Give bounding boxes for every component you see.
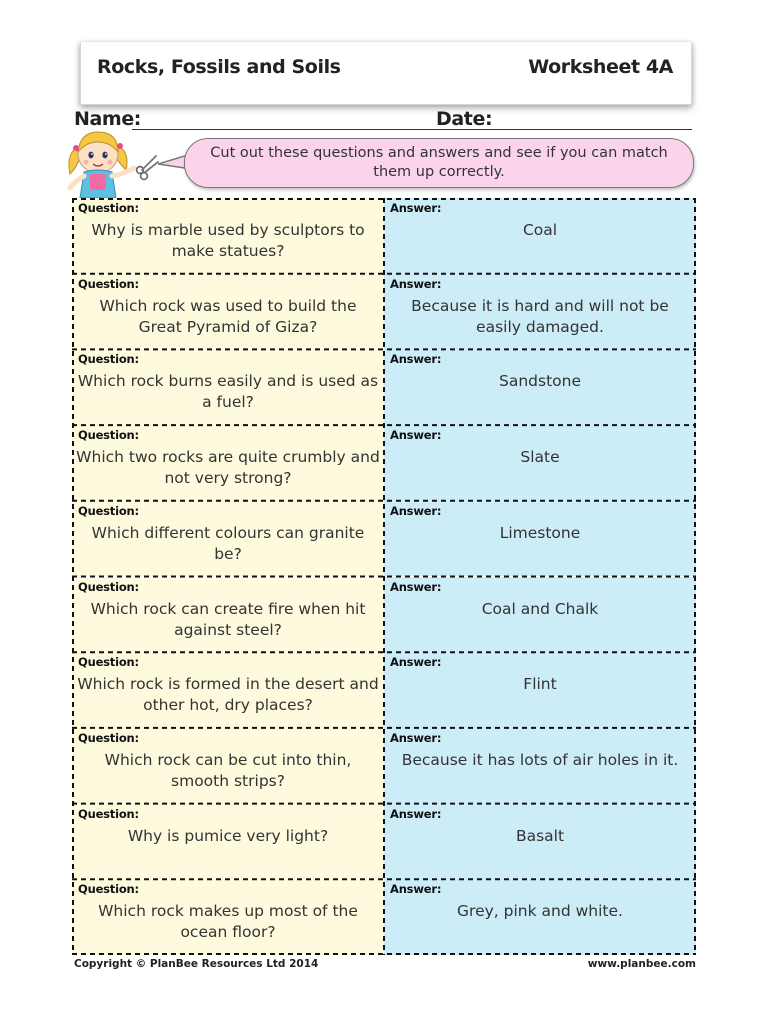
question-label: Question: — [78, 806, 139, 821]
answer-card[interactable] — [384, 728, 696, 804]
answer-label: Answer: — [390, 201, 442, 215]
table-row — [72, 652, 696, 728]
answer-text: Limestone — [499, 523, 581, 542]
table-row — [72, 879, 696, 955]
name-label: Name: — [74, 108, 142, 130]
question-answer-grid — [72, 198, 696, 955]
answer-text: Flint — [523, 675, 557, 694]
worksheet-header — [80, 42, 692, 105]
name-date-row — [74, 108, 692, 132]
answer-card[interactable] — [384, 804, 696, 880]
question-label: Question: — [78, 579, 139, 594]
table-row — [72, 501, 696, 577]
question-label: Question: — [78, 352, 139, 367]
table-row — [72, 198, 696, 274]
answer-card[interactable] — [384, 198, 696, 274]
table-row — [72, 349, 696, 425]
question-card[interactable] — [72, 728, 384, 804]
answer-card[interactable] — [384, 652, 696, 728]
table-row — [72, 274, 696, 350]
question-label: Question: — [78, 882, 139, 897]
table-row — [72, 425, 696, 501]
answer-text: Basalt — [515, 826, 565, 845]
question-card[interactable] — [72, 349, 384, 425]
answer-label: Answer: — [390, 806, 442, 821]
question-text: Which rock can create fire when hit against steel? — [90, 599, 366, 639]
question-label: Question: — [78, 428, 139, 443]
table-row — [72, 577, 696, 653]
answer-card[interactable] — [384, 501, 696, 577]
question-text: Which rock makes up most of the ocean floor? — [98, 902, 358, 942]
answer-text: Grey, pink and white. — [457, 902, 623, 921]
answer-label: Answer: — [390, 579, 442, 594]
question-text: Why is marble used by sculptors to make statues? — [91, 221, 365, 260]
instruction-text: Cut out these questions and answers and see if you can match them up correctly. — [210, 145, 668, 180]
answer-card[interactable] — [384, 879, 696, 955]
website-link[interactable]: www.planbee.com — [587, 958, 696, 970]
answer-text: Because it is hard and will not be easily damaged. — [411, 296, 669, 336]
answer-text: Slate — [520, 448, 560, 467]
answer-label: Answer: — [390, 655, 442, 670]
worksheet-title: Rocks, Fossils and Soils — [97, 56, 341, 78]
question-card[interactable] — [72, 577, 384, 653]
answer-text: Because it has lots of air holes in it. — [401, 750, 679, 769]
question-text: Which rock can be cut into thin, smooth strips? — [104, 750, 352, 790]
question-label: Question: — [78, 276, 139, 291]
answer-label: Answer: — [390, 882, 442, 897]
answer-text: Coal — [522, 221, 558, 239]
answer-card[interactable] — [384, 274, 696, 350]
question-card[interactable] — [72, 879, 384, 955]
question-label: Question: — [78, 730, 139, 745]
answer-label: Answer: — [390, 730, 442, 745]
question-card[interactable] — [72, 652, 384, 728]
table-row — [72, 728, 696, 804]
answer-card[interactable] — [384, 349, 696, 425]
question-text: Which different colours can granite be? — [91, 523, 365, 563]
question-card[interactable] — [72, 501, 384, 577]
answer-label: Answer: — [390, 503, 442, 518]
question-label: Question: — [78, 201, 139, 215]
question-text: Which two rocks are quite crumbly and not very strong? — [76, 448, 380, 488]
date-field[interactable] — [484, 129, 692, 130]
question-card[interactable] — [72, 804, 384, 880]
answer-card[interactable] — [384, 425, 696, 501]
question-card[interactable] — [72, 274, 384, 350]
question-text: Which rock is formed in the desert and other hot, dry places? — [77, 675, 379, 715]
answer-label: Answer: — [390, 352, 442, 367]
question-text: Why is pumice very light? — [127, 826, 329, 845]
answer-label: Answer: — [390, 428, 442, 443]
answer-card[interactable] — [384, 577, 696, 653]
question-label: Question: — [78, 503, 139, 518]
worksheet-number: Worksheet 4A — [528, 56, 673, 78]
table-row — [72, 804, 696, 880]
answer-text: Sandstone — [499, 372, 581, 391]
date-label: Date: — [436, 108, 493, 130]
girl-with-scissors-icon — [64, 126, 164, 198]
instruction-bubble — [184, 138, 694, 188]
answer-label: Answer: — [390, 276, 442, 291]
copyright-text: Copyright © PlanBee Resources Ltd 2014 — [74, 958, 319, 970]
question-text: Which rock was used to build the Great Pyramid of Giza? — [99, 296, 357, 336]
question-card[interactable] — [72, 198, 384, 274]
question-text: Which rock burns easily and is used as a fuel? — [77, 372, 379, 412]
question-card[interactable] — [72, 425, 384, 501]
answer-text: Coal and Chalk — [481, 599, 599, 618]
question-label: Question: — [78, 655, 139, 670]
